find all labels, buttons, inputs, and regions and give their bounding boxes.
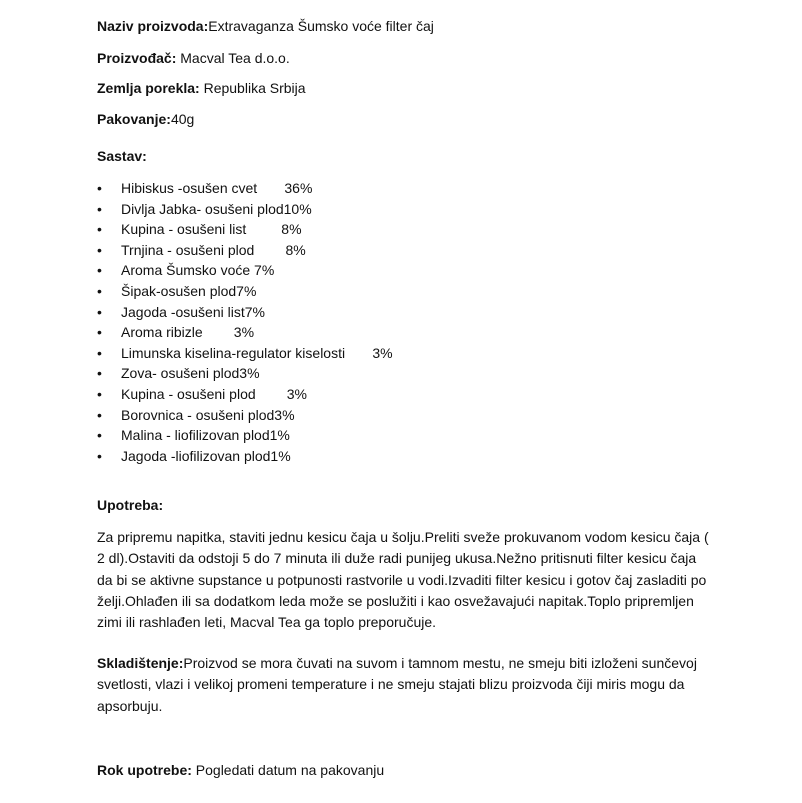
composition-item [97, 425, 393, 446]
composition-item-text: Šipak-osušen plod7% [121, 282, 257, 299]
composition-item [97, 322, 393, 343]
bullet-icon: • [97, 385, 102, 402]
composition-item-text: Jagoda -osušeni list7% [121, 303, 265, 320]
composition-item-text: Jagoda -liofilizovan plod1% [121, 447, 291, 464]
bullet-icon: • [97, 303, 102, 320]
composition-item [97, 199, 393, 220]
bullet-icon: • [97, 200, 102, 217]
storage-text: Proizvod se mora čuvati na suvom i tamnom mestu, ne smeju biti izloženi sunčevoj svetlosti, vlazi i velikoj promeni temperature i ne smeju stajati blizu proizvoda čiji miris mogu da apsorbuju. [97, 655, 697, 714]
usage-text: Za pripremu napitka, staviti jednu kesicu čaja u šolju.Preliti sveže prokuvanom vodom kesicu čaja ( 2 dl).Ostaviti da odstoji 5 do 7 minuta ili duže radi punijeg ukusa.Nežno pritisnuti filter kesicu čaja da bi se aktivne supstance u potpunosti rastvorile u vodi.Izvaditi filter kesicu i gotov čaj zasladiti po želji.Ohlađen ili sa dodatkom leda može se poslužiti i kao osvežavajući napitak.Toplo pripremljen zimi ili rashlađen leti, Macval Tea ga toplo preporučuje. [97, 529, 709, 631]
manufacturer-value: Macval Tea d.o.o. [176, 50, 290, 66]
origin-label: Zemlja porekla: [97, 80, 200, 96]
manufacturer-line [97, 50, 290, 66]
manufacturer-label: Proizvođač: [97, 50, 177, 66]
packaging-label: Pakovanje: [97, 111, 171, 127]
composition-item-text: Malina - liofilizovan plod1% [121, 427, 290, 444]
origin-value: Republika Srbija [199, 80, 306, 96]
composition-item-text: Divlja Jabka- osušeni plod10% [121, 200, 312, 217]
composition-item [97, 281, 393, 302]
bullet-icon: • [97, 427, 102, 444]
product-name-label: Naziv proizvoda: [97, 18, 209, 34]
packaging-value: 40g [170, 111, 195, 127]
composition-item [97, 260, 393, 281]
composition-item [97, 405, 393, 426]
composition-item [97, 302, 393, 323]
bullet-icon: • [97, 262, 102, 279]
composition-item [97, 446, 393, 467]
composition-item-text: Zova- osušeni plod3% [121, 365, 260, 382]
composition-list [97, 178, 393, 466]
bullet-icon: • [97, 241, 102, 258]
product-name-line [97, 18, 434, 34]
usage-heading: Upotreba: [97, 497, 164, 513]
bullet-icon: • [97, 344, 102, 361]
composition-item [97, 219, 393, 240]
composition-item-text: Aroma ribizle 3% [121, 324, 255, 341]
composition-item [97, 363, 393, 384]
shelf-life-label: Rok upotrebe: [97, 762, 192, 778]
bullet-icon: • [97, 365, 102, 382]
bullet-icon: • [97, 324, 102, 341]
product-name-value: Extravaganza Šumsko voće filter čaj [208, 18, 434, 34]
composition-item-text: Hibiskus -osušen cvet 36% [121, 180, 313, 196]
composition-item-text: Kupina - osušeni plod 3% [121, 385, 307, 402]
packaging-line [97, 111, 194, 127]
shelf-life-value: Pogledati datum na pakovanju [191, 762, 385, 778]
composition-item [97, 240, 393, 261]
bullet-icon: • [97, 282, 102, 299]
composition-item [97, 384, 393, 405]
composition-item-text: Kupina - osušeni list 8% [121, 221, 302, 238]
shelf-life-line [97, 762, 384, 778]
storage-paragraph [97, 653, 709, 717]
storage-label: Skladištenje: [97, 655, 184, 671]
origin-line [97, 80, 306, 96]
bullet-icon: • [97, 180, 102, 196]
composition-heading: Sastav: [97, 148, 147, 164]
composition-item [97, 178, 393, 199]
composition-item-text: Borovnica - osušeni plod3% [121, 406, 295, 423]
composition-item-text: Aroma Šumsko voće 7% [121, 262, 275, 279]
bullet-icon: • [97, 406, 102, 423]
bullet-icon: • [97, 221, 102, 238]
composition-item-text: Limunska kiselina-regulator kiselosti 3% [121, 344, 393, 361]
composition-item-text: Trnjina - osušeni plod 8% [121, 241, 306, 258]
composition-item [97, 343, 393, 364]
bullet-icon: • [97, 447, 102, 464]
